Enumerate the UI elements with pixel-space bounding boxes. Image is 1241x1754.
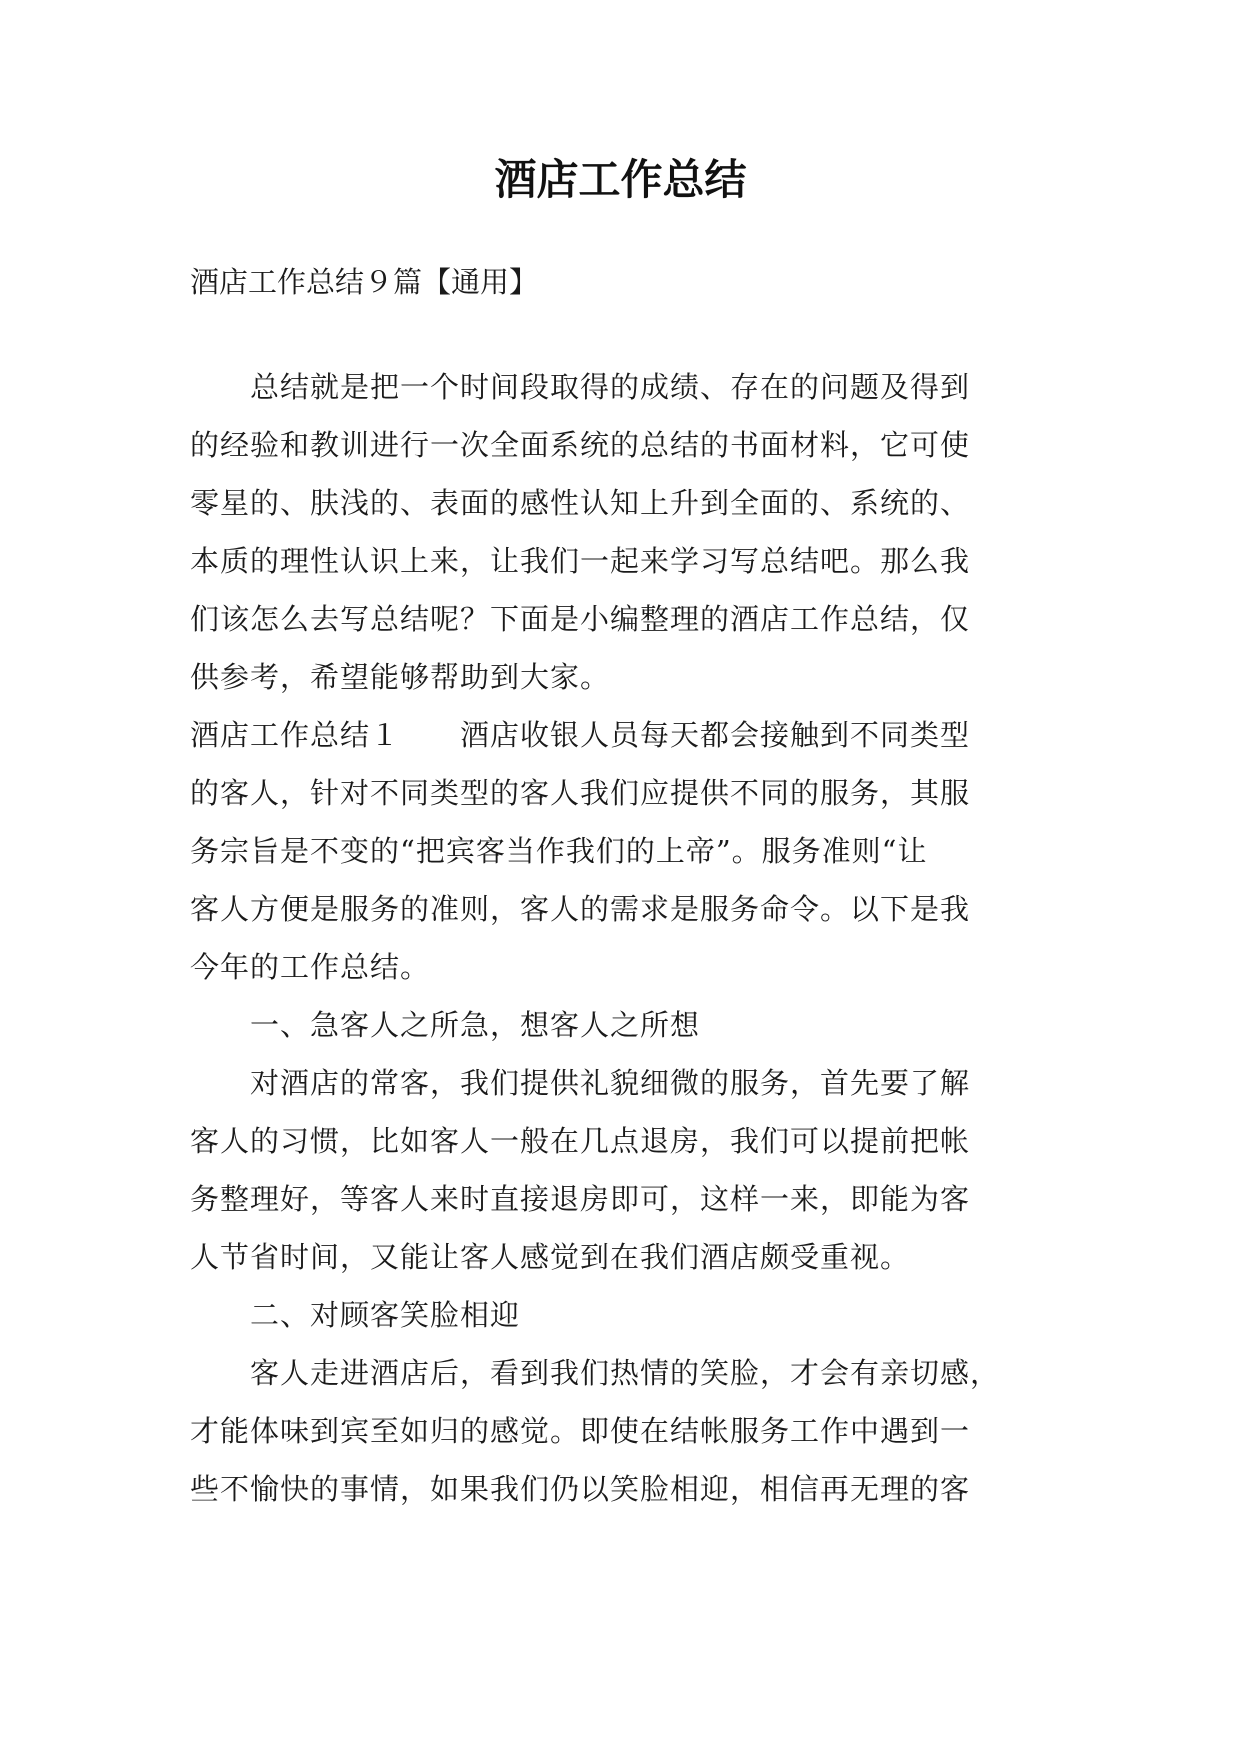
body-line: 总结就是把一个时间段取得的成绩、存在的问题及得到 <box>190 370 971 404</box>
body-line: 们该怎么去写总结呢？下面是小编整理的酒店工作总结，仅 <box>190 602 971 636</box>
body-line: 客人走进酒店后，看到我们热情的笑脸，才会有亲切感， <box>190 1356 1001 1390</box>
section-heading-1: 一、急客人之所急，想客人之所想 <box>190 1008 701 1042</box>
body-line: 人节省时间，又能让客人感觉到在我们酒店颇受重视。 <box>190 1240 911 1274</box>
body-line: 的经验和教训进行一次全面系统的总结的书面材料，它可使 <box>190 428 971 462</box>
section-heading-2: 二、对顾客笑脸相迎 <box>190 1298 521 1332</box>
body-line: 今年的工作总结。 <box>190 950 431 984</box>
body-line: 的客人，针对不同类型的客人我们应提供不同的服务，其服 <box>190 776 971 810</box>
body-line: 务宗旨是不变的“把宾客当作我们的上帝”。服务准则“让 <box>190 834 928 868</box>
document-subtitle: 酒店工作总结９篇【通用】 <box>190 265 539 299</box>
body-line: 酒店工作总结１ 酒店收银人员每天都会接触到不同类型 <box>190 718 971 752</box>
body-line: 零星的、肤浅的、表面的感性认知上升到全面的、系统的、 <box>190 486 971 520</box>
document-title: 酒店工作总结 <box>494 155 747 204</box>
body-line: 客人的习惯，比如客人一般在几点退房，我们可以提前把帐 <box>190 1124 971 1158</box>
body-line: 供参考，希望能够帮助到大家。 <box>190 660 611 694</box>
body-line: 才能体味到宾至如归的感觉。即使在结帐服务工作中遇到一 <box>190 1414 971 1448</box>
body-line: 客人方便是服务的准则，客人的需求是服务命令。以下是我 <box>190 892 971 926</box>
body-line: 务整理好，等客人来时直接退房即可，这样一来，即能为客 <box>190 1182 971 1216</box>
body-block-intro <box>190 358 1070 1518</box>
body-line: 对酒店的常客，我们提供礼貌细微的服务，首先要了解 <box>190 1066 971 1100</box>
body-line: 本质的理性认识上来，让我们一起来学习写总结吧。那么我 <box>190 544 971 578</box>
body-line: 些不愉快的事情，如果我们仍以笑脸相迎，相信再无理的客 <box>190 1472 971 1506</box>
